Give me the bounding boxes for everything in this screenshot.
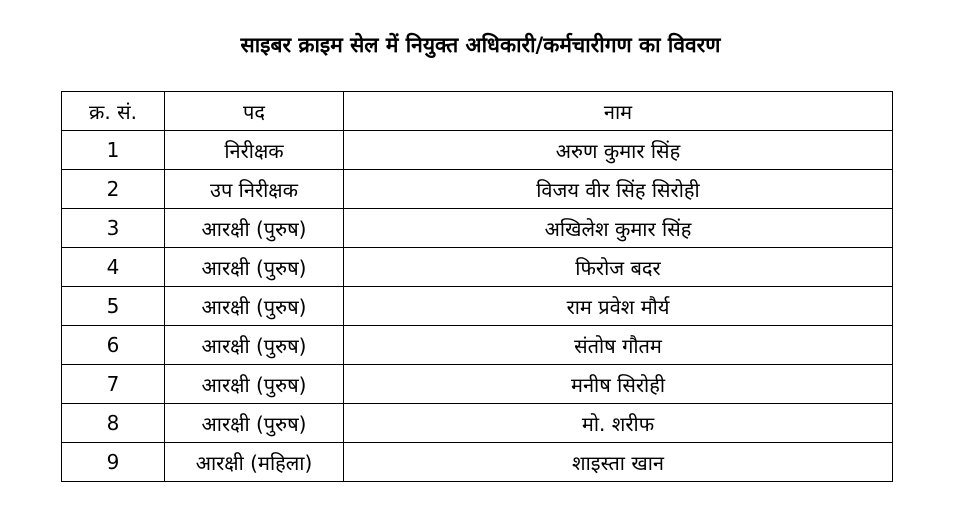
table-row <box>62 365 893 404</box>
post-cell: आरक्षी (पुरुष) <box>165 365 344 404</box>
document-title: साइबर क्राइम सेल में नियुक्त अधिकारी/कर्मचारीगण का विवरण <box>240 33 721 57</box>
serial-number-cell: 6 <box>62 326 165 365</box>
table-row <box>62 170 893 209</box>
post-cell: आरक्षी (पुरुष) <box>165 209 344 248</box>
header-serial-number: क्र. सं. <box>62 92 165 131</box>
table-row <box>62 404 893 443</box>
table-row <box>62 326 893 365</box>
name-cell: मनीष सिरोही <box>344 365 893 404</box>
name-cell: मो. शरीफ <box>344 404 893 443</box>
name-cell: शाइस्ता खान <box>344 443 893 482</box>
staff-table <box>61 91 893 482</box>
table-row <box>62 248 893 287</box>
name-cell: विजय वीर सिंह सिरोही <box>344 170 893 209</box>
name-cell: अखिलेश कुमार सिंह <box>344 209 893 248</box>
name-cell: फिरोज बदर <box>344 248 893 287</box>
serial-number-cell: 4 <box>62 248 165 287</box>
header-name: नाम <box>344 92 893 131</box>
post-cell: आरक्षी (पुरुष) <box>165 248 344 287</box>
table-row <box>62 131 893 170</box>
post-cell: आरक्षी (महिला) <box>165 443 344 482</box>
serial-number-cell: 8 <box>62 404 165 443</box>
name-cell: अरुण कुमार सिंह <box>344 131 893 170</box>
serial-number-cell: 7 <box>62 365 165 404</box>
table-row <box>62 209 893 248</box>
post-cell: आरक्षी (पुरुष) <box>165 287 344 326</box>
serial-number-cell: 9 <box>62 443 165 482</box>
table-row <box>62 287 893 326</box>
serial-number-cell: 2 <box>62 170 165 209</box>
serial-number-cell: 5 <box>62 287 165 326</box>
serial-number-cell: 3 <box>62 209 165 248</box>
name-cell: राम प्रवेश मौर्य <box>344 287 893 326</box>
post-cell: उप निरीक्षक <box>165 170 344 209</box>
header-post: पद <box>165 92 344 131</box>
post-cell: आरक्षी (पुरुष) <box>165 326 344 365</box>
serial-number-cell: 1 <box>62 131 165 170</box>
name-cell: संतोष गौतम <box>344 326 893 365</box>
post-cell: निरीक्षक <box>165 131 344 170</box>
table-row <box>62 443 893 482</box>
table-header-row <box>62 92 893 131</box>
post-cell: आरक्षी (पुरुष) <box>165 404 344 443</box>
